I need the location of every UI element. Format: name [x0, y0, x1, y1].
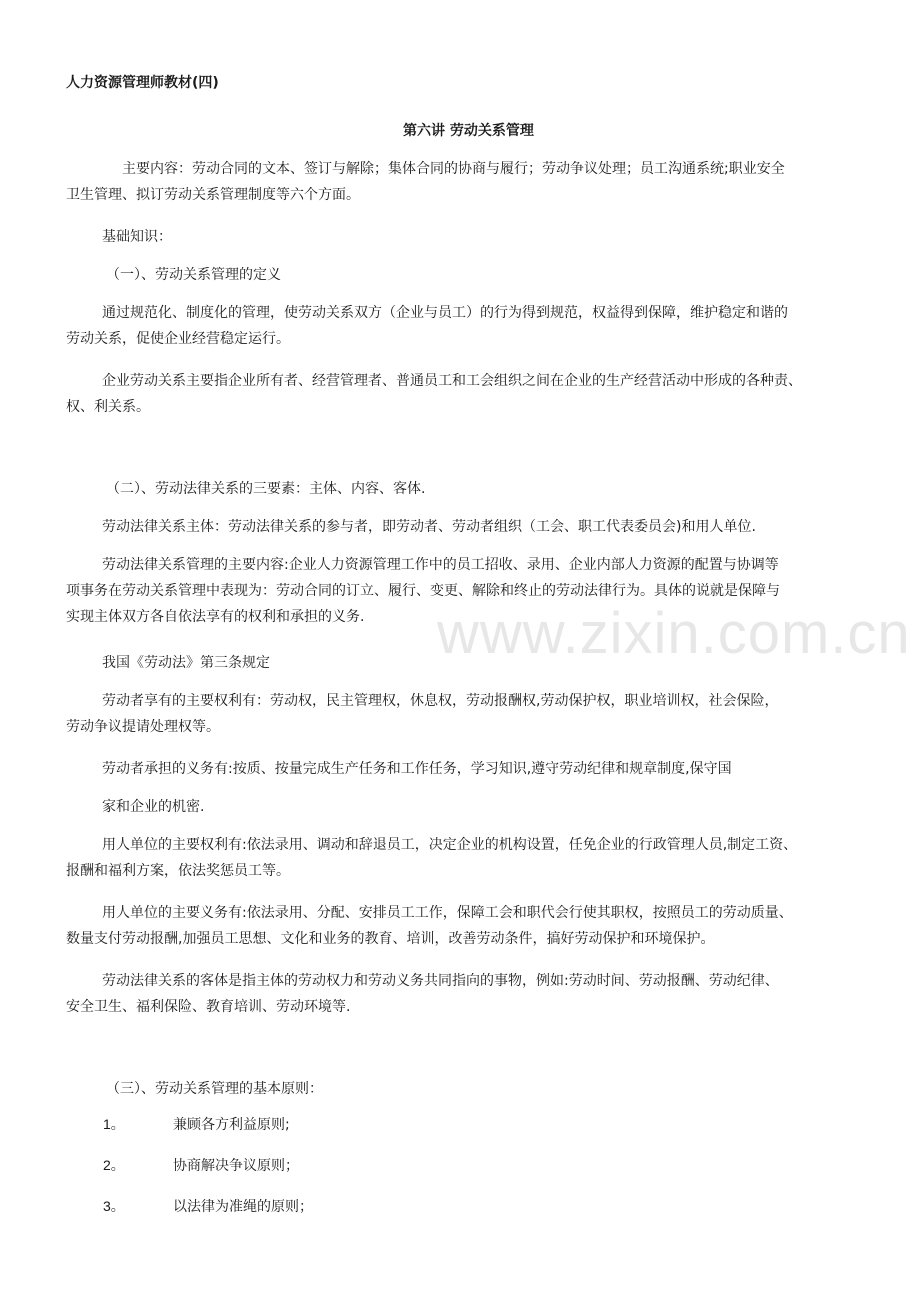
- paragraph-line: 家和企业的机密.: [102, 799, 205, 815]
- paragraph: [66, 552, 856, 630]
- principle-number: 3。: [103, 1198, 125, 1214]
- principle-text: 协商解决争议原则；: [173, 1158, 299, 1174]
- paragraph: [66, 300, 856, 352]
- paragraph: [66, 794, 856, 820]
- paragraph: [66, 650, 856, 676]
- principle-text: 以法律为准绳的原则；: [173, 1199, 313, 1215]
- paragraph: [66, 262, 856, 288]
- paragraph-line: 安全卫生、福利保险、教育培训、劳动环境等.: [66, 999, 351, 1015]
- paragraph: [66, 1076, 856, 1102]
- principle-number: 1。: [103, 1116, 125, 1132]
- paragraph-line: （一）、劳动关系管理的定义: [106, 267, 281, 283]
- paragraph-line: 卫生管理、拟订劳动关系管理制度等六个方面。: [66, 187, 360, 203]
- paragraph: [66, 756, 856, 782]
- paragraph-line: 通过规范化、制度化的管理，使劳动关系双方（企业与员工）的行为得到规范，权益得到保障，维护稳定和谐的: [102, 305, 788, 321]
- paragraph-line: 企业劳动关系主要指企业所有者、经营管理者、普通员工和工会组织之间在企业的生产经营活动中形成的各种责、: [102, 373, 802, 389]
- paragraph-line: 我国《劳动法》第三条规定: [102, 655, 270, 671]
- paragraph: [66, 688, 856, 740]
- paragraph: [66, 476, 856, 502]
- paragraph-line: 项事务在劳动关系管理中表现为：劳动合同的订立、履行、变更、解除和终止的劳动法律行为。具体的说就是保障与: [66, 583, 780, 599]
- principle-number: 2。: [103, 1157, 125, 1173]
- principle-text: 兼顾各方利益原则;: [173, 1117, 290, 1133]
- paragraph-line: 实现主体双方各自依法享有的权利和承担的义务.: [66, 609, 365, 625]
- paragraph-line: 数量支付劳动报酬,加强员工思想、文化和业务的教育、培训，改善劳动条件，搞好劳动保护和环境保护。: [66, 931, 715, 947]
- paragraph-line: 主要内容：劳动合同的文本、签订与解除；集体合同的协商与履行；劳动争议处理；员工沟通系统;职业安全: [122, 161, 785, 177]
- paragraph-line: 报酬和福利方案，依法奖惩员工等。: [66, 863, 290, 879]
- lecture-title: 第六讲 劳动关系管理: [403, 123, 534, 139]
- paragraph-line: 用人单位的主要权利有:依法录用、调动和辞退员工，决定企业的机构设置，任免企业的行政管理人员,制定工资、: [102, 837, 798, 853]
- paragraph: [66, 514, 856, 540]
- paragraph-line: 劳动法律关系主体：劳动法律关系的参与者，即劳动者、劳动者组织（工会、职工代表委员会)和用人单位.: [102, 519, 756, 535]
- paragraph-line: 劳动法律关系管理的主要内容:企业人力资源管理工作中的员工招收、录用、企业内部人力资源的配置与协调等: [102, 557, 779, 573]
- paragraph-line: 用人单位的主要义务有:依法录用、分配、安排员工工作，保障工会和职代会行使其职权，按照员工的劳动质量、: [102, 905, 793, 921]
- paragraph-line: 权、利关系。: [66, 399, 150, 415]
- paragraph: [66, 368, 856, 420]
- paragraph-line: 劳动者承担的义务有:按质、按量完成生产任务和工作任务，学习知识,遵守劳动纪律和规章制度,保守国: [102, 761, 732, 777]
- paragraph-line: 劳动法律关系的客体是指主体的劳动权力和劳动义务共同指向的事物，例如:劳动时间、劳动报酬、劳动纪律、: [102, 973, 779, 989]
- document-title: 人力资源管理师教材(四): [66, 75, 219, 91]
- watermark: www.zixin.com.cn: [437, 601, 911, 666]
- paragraph: [66, 224, 856, 250]
- paragraph-line: 劳动关系，促使企业经营稳定运行。: [66, 331, 290, 347]
- paragraph: [66, 900, 856, 952]
- paragraph-line: 劳动者享有的主要权利有：劳动权，民主管理权，休息权，劳动报酬权,劳动保护权，职业培训权，社会保险，: [102, 693, 779, 709]
- paragraph: [66, 832, 856, 884]
- paragraph-line: 劳动争议提请处理权等。: [66, 719, 220, 735]
- paragraph-line: 基础知识：: [102, 229, 172, 245]
- paragraph: [66, 156, 856, 208]
- paragraph: [66, 968, 856, 1020]
- paragraph-line: （三）、劳动关系管理的基本原则：: [106, 1081, 323, 1097]
- paragraph-line: （二）、劳动法律关系的三要素：主体、内容、客体.: [106, 481, 426, 497]
